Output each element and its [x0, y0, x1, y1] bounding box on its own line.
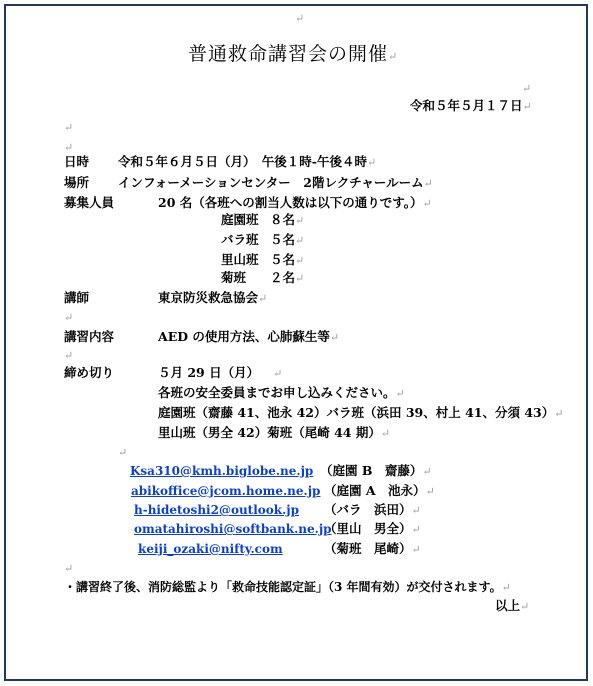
contact-person: （里山 男全）↵	[324, 521, 421, 536]
committee-text: 庭園班（齋藤 41、池永 42）バラ班（浜田 39、村上 41、分須 43）	[158, 405, 555, 420]
deadline-label: 締め切り	[64, 365, 115, 380]
paragraph-mark: ↵	[411, 543, 421, 556]
paragraph-mark: ↵	[520, 600, 530, 613]
committee-line	[158, 406, 563, 421]
instructor-value: 東京防災救急協会↵	[158, 290, 268, 305]
content-row	[64, 329, 340, 344]
paragraph-mark: ↵	[501, 581, 511, 594]
deadline-row	[64, 365, 283, 380]
contact-row	[134, 521, 421, 536]
paragraph-mark: ↵	[522, 100, 532, 113]
datetime-label: 日時	[64, 154, 90, 169]
datetime-row	[64, 154, 377, 169]
paragraph-mark: ↵	[273, 367, 283, 380]
apply-note-text: 各班の安全委員までお申し込みください。	[158, 385, 396, 400]
paragraph-mark: ↵	[329, 331, 340, 344]
quota-row	[221, 212, 305, 227]
contact-row	[131, 483, 435, 498]
deadline-value: ５月 29 日（月） ↵	[158, 365, 283, 380]
paragraph-mark: ↵	[422, 197, 432, 210]
paragraph-mark: ↵	[422, 465, 432, 478]
quota-row	[221, 232, 305, 247]
contact-row	[134, 502, 421, 517]
recruit-label: 募集人員	[64, 195, 115, 210]
paragraph-mark: ↵	[554, 407, 564, 420]
committee-line	[158, 426, 390, 441]
document-title	[188, 43, 399, 65]
contact-person: （庭園 B 齋藤）↵	[320, 463, 432, 478]
contact-row	[138, 541, 421, 556]
quota-team: 里山班	[221, 252, 259, 267]
certificate-text: ・講習終了後、消防総監より「救命技能認定証」（3 年間有効）が交付されます。	[64, 580, 502, 594]
paragraph-mark: ↵	[522, 82, 532, 95]
closing-text: 以上	[495, 598, 521, 613]
contact-person: （菊班 尾崎）↵	[324, 541, 421, 556]
paragraph-mark: ↵	[258, 292, 268, 305]
quota-row	[221, 270, 305, 285]
paragraph-mark: ↵	[423, 177, 433, 190]
paragraph-mark: ↵	[388, 50, 399, 63]
issue-date	[410, 99, 532, 114]
place-label: 場所	[64, 175, 90, 190]
paragraph-mark: ↵	[295, 234, 305, 247]
paragraph-mark: ↵	[64, 311, 74, 324]
paragraph-mark: ↵	[395, 387, 405, 400]
paragraph-mark: ↵	[64, 121, 74, 134]
email-link[interactable]: h-hidetoshi2@outlook.jp	[134, 503, 300, 517]
instructor-row	[64, 290, 268, 305]
instructor-label: 講師	[64, 290, 90, 305]
paragraph-mark: ↵	[380, 427, 391, 440]
paragraph-mark: ↵	[295, 214, 305, 227]
quota-count: ５名↵	[270, 232, 305, 247]
paragraph-mark: ↵	[411, 504, 421, 517]
paragraph-mark: ↵	[295, 12, 305, 25]
place-value: インフォーメーションセンター 2階レクチャールーム↵	[118, 175, 433, 190]
paragraph-mark: ↵	[64, 349, 74, 362]
paragraph-mark: ↵	[425, 485, 435, 498]
contact-person: （バラ 浜田）↵	[324, 502, 421, 517]
date-text: 令和５年５月１７日	[410, 98, 523, 113]
quota-count: ８名↵	[270, 212, 305, 227]
datetime-value: 令和５年６月５日（月） 午後１時-午後４時↵	[118, 154, 377, 169]
quota-team: バラ班	[221, 232, 259, 247]
email-link[interactable]: Ksa310@kmh.biglobe.ne.jp	[130, 464, 314, 478]
apply-note	[158, 386, 405, 401]
paragraph-mark: ↵	[64, 141, 74, 154]
paragraph-mark: ↵	[64, 562, 74, 575]
contact-row	[130, 463, 432, 478]
content-label: 講習内容	[64, 329, 115, 344]
email-link[interactable]: omatahiroshi@softbank.ne.jp	[134, 522, 332, 536]
paragraph-mark: ↵	[118, 446, 128, 459]
paragraph-mark: ↵	[366, 156, 377, 169]
committee-text: 里山班（男全 42）菊班（尾崎 44 期）	[158, 425, 381, 440]
contact-person: （庭園 A 池永）↵	[324, 483, 435, 498]
email-link[interactable]: abikoffice@jcom.home.ne.jp	[131, 484, 321, 498]
content-value: AED の使用方法、心肺蘇生等↵	[158, 329, 340, 344]
email-link[interactable]: keiji_ozaki@nifty.com	[138, 542, 283, 556]
paragraph-mark: ↵	[411, 523, 421, 536]
closing	[495, 599, 529, 614]
quota-row	[221, 252, 305, 267]
certificate-note	[64, 580, 511, 595]
place-row	[64, 175, 433, 190]
title-text: 普通救命講習会の開催	[188, 43, 389, 65]
quota-count: ２名↵	[270, 270, 305, 285]
paragraph-mark: ↵	[295, 254, 305, 267]
recruit-row	[64, 195, 432, 210]
quota-count: ５名↵	[270, 252, 305, 267]
quota-team: 庭園班	[221, 212, 259, 227]
recruit-value: 20 名（各班への割当人数は以下の通りです。）↵	[158, 195, 432, 210]
quota-team: 菊班	[221, 270, 247, 285]
paragraph-mark: ↵	[295, 272, 305, 285]
